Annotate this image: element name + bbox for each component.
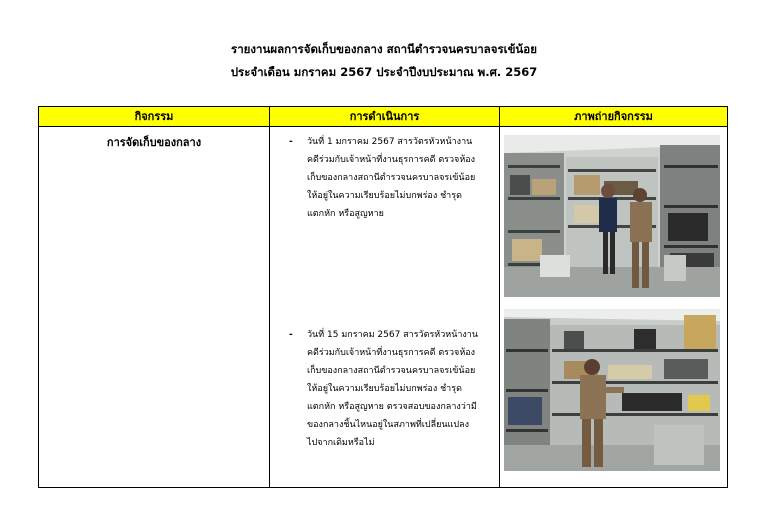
action-item xyxy=(289,326,489,452)
action-line: ไปจากเดิมหรือไม่ xyxy=(307,438,375,448)
action-item xyxy=(289,133,489,223)
bullet-dash: - xyxy=(289,137,293,147)
action-line: แตกหัก หรือสูญหาย xyxy=(307,209,384,219)
column-divider xyxy=(499,107,500,487)
report-title: รายงานผลการจัดเก็บของกลาง สถานีตำรวจนครบาลจรเข้น้อย xyxy=(231,42,537,56)
action-line: คดีร่วมกับเจ้าหน้าที่งานธุรการคดี ตรวจห้อง xyxy=(307,348,476,358)
action-line: แตกหัก หรือสูญหาย ตรวจสอบของกลางว่ามี xyxy=(307,402,477,412)
activity-photo-2 xyxy=(504,309,720,471)
action-line: เก็บของกลางสถานีตำรวจนครบาลจรเข้น้อย xyxy=(307,173,476,183)
activity-name: การจัดเก็บของกลาง xyxy=(106,136,202,149)
activity-table xyxy=(38,106,728,488)
action-line: เก็บของกลางสถานีตำรวจนครบาลจรเข้น้อย xyxy=(307,366,476,376)
action-line: ให้อยู่ในความเรียบร้อยไม่บกพร่อง ชำรุด xyxy=(307,384,462,394)
action-line: ให้อยู่ในความเรียบร้อยไม่บกพร่อง ชำรุด xyxy=(307,191,462,201)
column-header-action: การดำเนินการ xyxy=(270,107,499,127)
action-line: วันที่ 1 มกราคม 2567 สารวัตรหัวหน้างาน xyxy=(307,137,473,147)
column-divider xyxy=(269,107,270,487)
action-line: วันที่ 15 มกราคม 2567 สารวัตรหัวหน้างาน xyxy=(307,330,478,340)
action-line: ของกลางชิ้นไหนอยู่ในสภาพที่เปลี่ยนแปลง xyxy=(307,420,469,430)
report-subtitle: ประจำเดือน มกราคม 2567 ประจำปีงบประมาณ พ.ศ. 2567 xyxy=(230,65,538,79)
activity-photo-1 xyxy=(504,135,720,297)
column-header-activity: กิจกรรม xyxy=(39,107,269,127)
column-header-photos: ภาพถ่ายกิจกรรม xyxy=(500,107,727,127)
action-line: คดีร่วมกับเจ้าหน้าที่งานธุรการคดี ตรวจห้อง xyxy=(307,155,476,165)
bullet-dash: - xyxy=(289,330,293,340)
